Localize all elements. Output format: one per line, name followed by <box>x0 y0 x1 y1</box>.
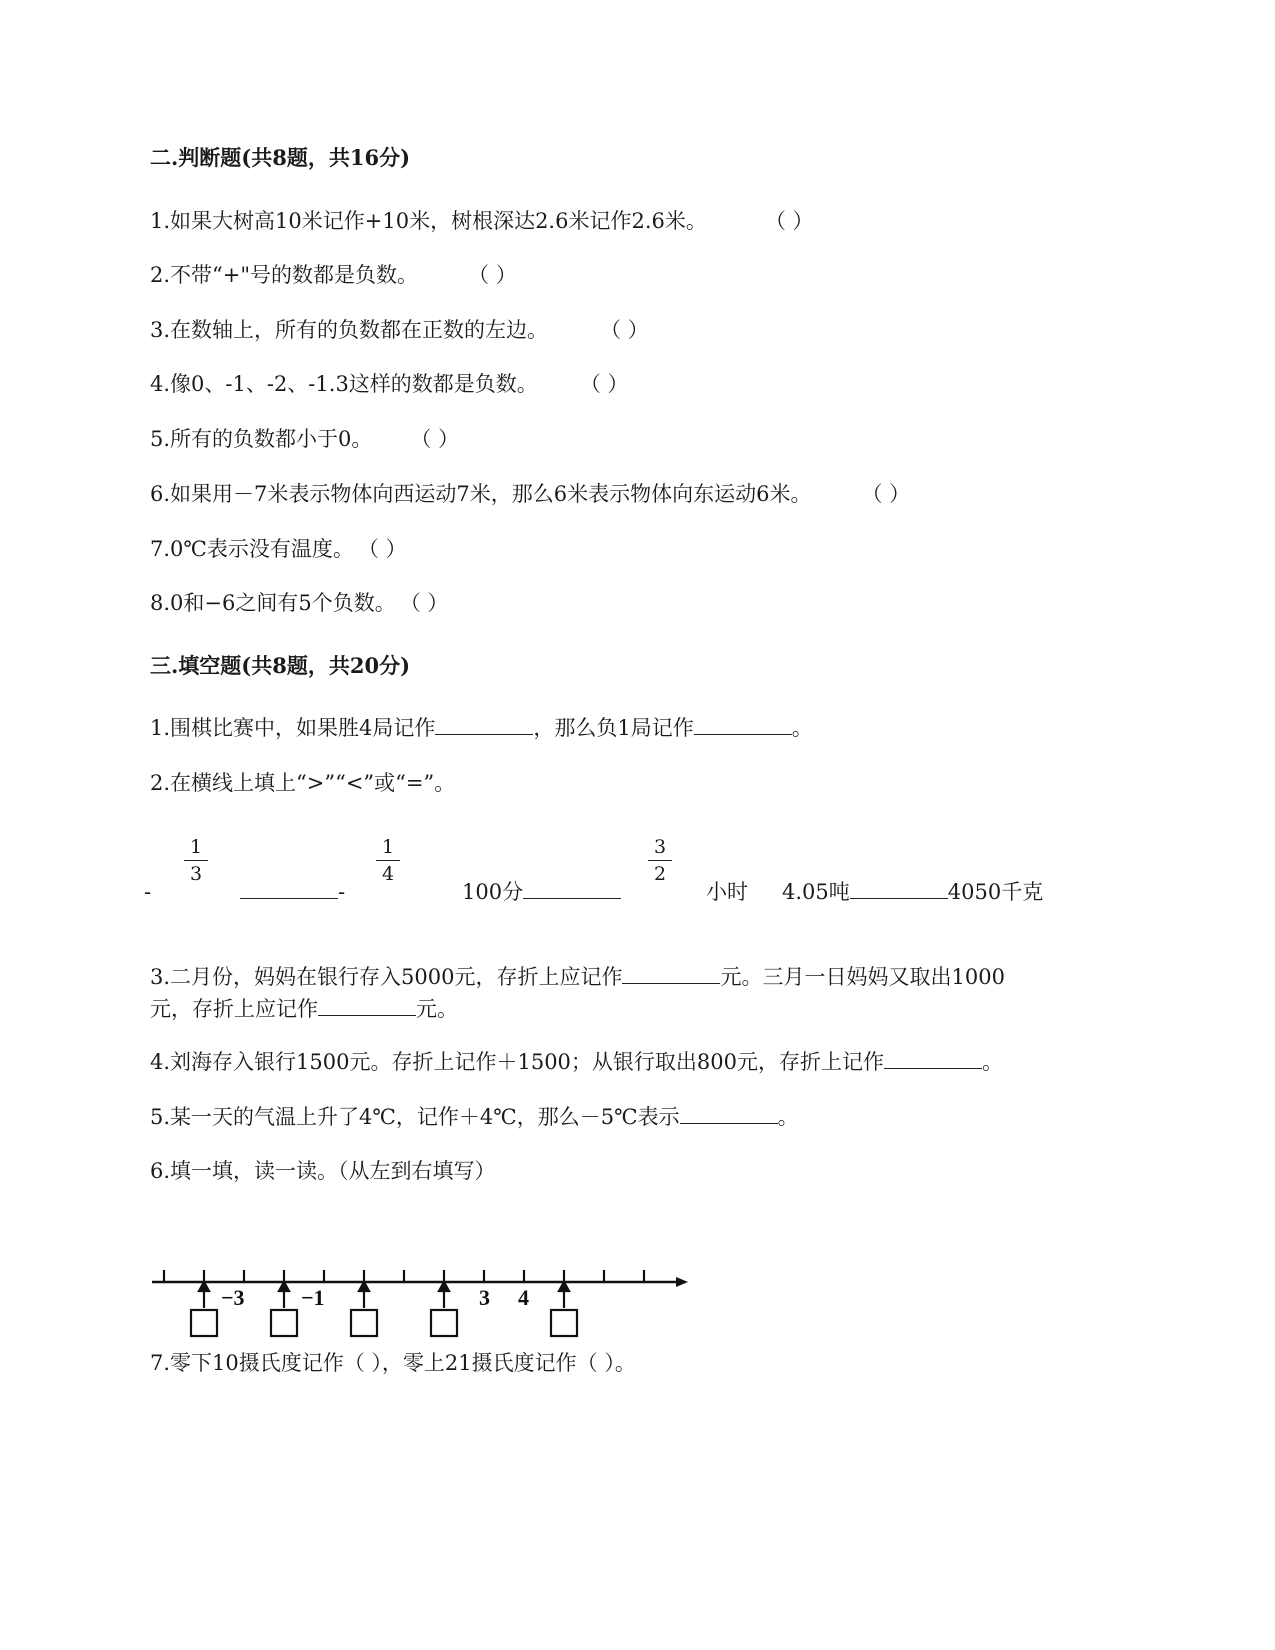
compare-3-left: 4.05吨 <box>782 880 850 904</box>
judge-item-text: 3.在数轴上，所有的负数都在正数的左边。 <box>150 318 549 342</box>
numerator: 1 <box>381 836 395 858</box>
judge-item-8 <box>150 589 448 617</box>
judge-item-4 <box>150 370 629 398</box>
fill-q1-text-b: ，那么负1局记作 <box>533 716 694 740</box>
fill-q3-text-c: 元，存折上应记作 <box>150 997 318 1021</box>
answer-box-2 <box>271 1282 297 1336</box>
compare-1 <box>240 878 345 906</box>
number-line-diagram <box>152 1268 692 1338</box>
judge-item-text: 1.如果大树高10米记作+10米，树根深达2.6米记作2.6米。 <box>150 209 707 233</box>
answer-bracket[interactable]: （ ） <box>357 537 407 561</box>
answer-bracket[interactable]: （ ） <box>600 318 649 342</box>
minus-sign: - <box>144 880 152 904</box>
fill-q6-text: 6.填一填，读一读。（从左到右填写） <box>150 1159 496 1183</box>
fill-q1-text-c: 。 <box>791 716 813 740</box>
answer-blank[interactable] <box>884 1048 982 1069</box>
fill-q4 <box>150 1048 1003 1076</box>
answer-blank[interactable] <box>318 995 416 1016</box>
compare-3 <box>782 878 1043 906</box>
answer-box-5 <box>551 1282 577 1336</box>
minus-sign: - <box>338 880 346 904</box>
judge-item-5 <box>150 425 459 453</box>
fill-q4-text-a: 4.刘海存入银行1500元。存折上记作＋1500；从银行取出800元，存折上记作 <box>150 1050 885 1074</box>
fill-q3-text-d: 元。 <box>416 997 458 1021</box>
compare-2 <box>462 878 621 906</box>
judge-item-text: 2.不带“+"号的数都是负数。 <box>150 263 419 287</box>
answer-box-4 <box>431 1282 457 1336</box>
fraction-2 <box>376 836 400 885</box>
numerator: 1 <box>189 836 203 858</box>
answer-bracket[interactable]: （ ） <box>399 591 449 615</box>
fill-q1 <box>150 714 813 742</box>
judge-item-3 <box>150 316 649 344</box>
answer-blank[interactable] <box>523 878 621 899</box>
answer-blank[interactable] <box>435 714 533 735</box>
tick-label: 3 <box>479 1285 490 1310</box>
judge-item-text: 8.0和−6之间有5个负数。 <box>150 591 396 615</box>
number-line-arrowhead <box>676 1277 688 1287</box>
judge-item-1 <box>150 207 814 235</box>
fraction-bar <box>376 860 400 861</box>
judge-item-7 <box>150 535 407 563</box>
tick-label: −1 <box>301 1285 325 1310</box>
fraction-bar <box>648 860 672 861</box>
section2-title: 二.判断题(共8题，共16分) <box>150 145 411 170</box>
answer-blank[interactable] <box>622 963 720 984</box>
answer-blank[interactable] <box>240 878 338 899</box>
compare-3-right: 4050千克 <box>947 880 1044 904</box>
answer-bracket[interactable]: （ ） <box>861 482 911 506</box>
judge-item-text: 4.像0、-1、-2、-1.3这样的数都是负数。 <box>150 372 538 396</box>
numerator: 3 <box>653 836 667 858</box>
tick-label: 4 <box>518 1285 529 1310</box>
answer-blank[interactable] <box>680 1103 778 1124</box>
fill-q3-text-b: 元。三月一日妈妈又取出1000 <box>720 965 1005 989</box>
answer-bracket[interactable]: （ ） <box>579 372 629 396</box>
fill-q3-text-a: 3.二月份，妈妈在银行存入5000元，存折上应记作 <box>150 965 623 989</box>
fill-q3-line2 <box>150 995 458 1023</box>
section3-title: 三.填空题(共8题，共20分) <box>150 653 411 678</box>
number-line-ticks <box>164 1270 644 1282</box>
answer-box-3 <box>351 1282 377 1336</box>
judge-item-text: 6.如果用－7米表示物体向西运动7米，那么6米表示物体向东运动6米。 <box>150 482 812 506</box>
answer-blank[interactable] <box>694 714 792 735</box>
fill-q3-line1 <box>150 963 1005 991</box>
fill-q5-text-a: 5.某一天的气温上升了4℃，记作＋4℃，那么－5℃表示 <box>150 1105 680 1129</box>
fill-q7: 7.零下10摄氏度记作（ ），零上21摄氏度记作（ ）。 <box>150 1351 636 1375</box>
fraction-3 <box>648 836 672 885</box>
fill-q5 <box>150 1103 799 1131</box>
answer-box-1 <box>191 1282 217 1336</box>
denominator: 3 <box>189 863 203 885</box>
answer-bracket[interactable]: （ ） <box>410 427 460 451</box>
denominator: 2 <box>653 863 667 885</box>
tick-label: −3 <box>221 1285 245 1310</box>
answer-bracket[interactable]: （ ） <box>764 209 814 233</box>
judge-item-text: 7.0℃表示没有温度。 <box>150 537 354 561</box>
compare-2-unit: 小时 <box>706 880 748 904</box>
denominator: 4 <box>381 863 395 885</box>
fill-q5-text-b: 。 <box>777 1105 799 1129</box>
answer-blank[interactable] <box>850 878 948 899</box>
fill-q2-text: 2.在横线上填上“>”“<”或“=”。 <box>150 771 456 795</box>
judge-item-2 <box>150 261 517 289</box>
answer-bracket[interactable]: （ ） <box>468 263 517 287</box>
compare-2-left: 100分 <box>462 880 524 904</box>
fraction-1 <box>184 836 208 885</box>
fill-q1-text-a: 1.围棋比赛中，如果胜4局记作 <box>150 716 436 740</box>
judge-item-6 <box>150 480 910 508</box>
judge-item-text: 5.所有的负数都小于0。 <box>150 427 373 451</box>
fill-q4-text-b: 。 <box>982 1050 1004 1074</box>
fraction-bar <box>184 860 208 861</box>
